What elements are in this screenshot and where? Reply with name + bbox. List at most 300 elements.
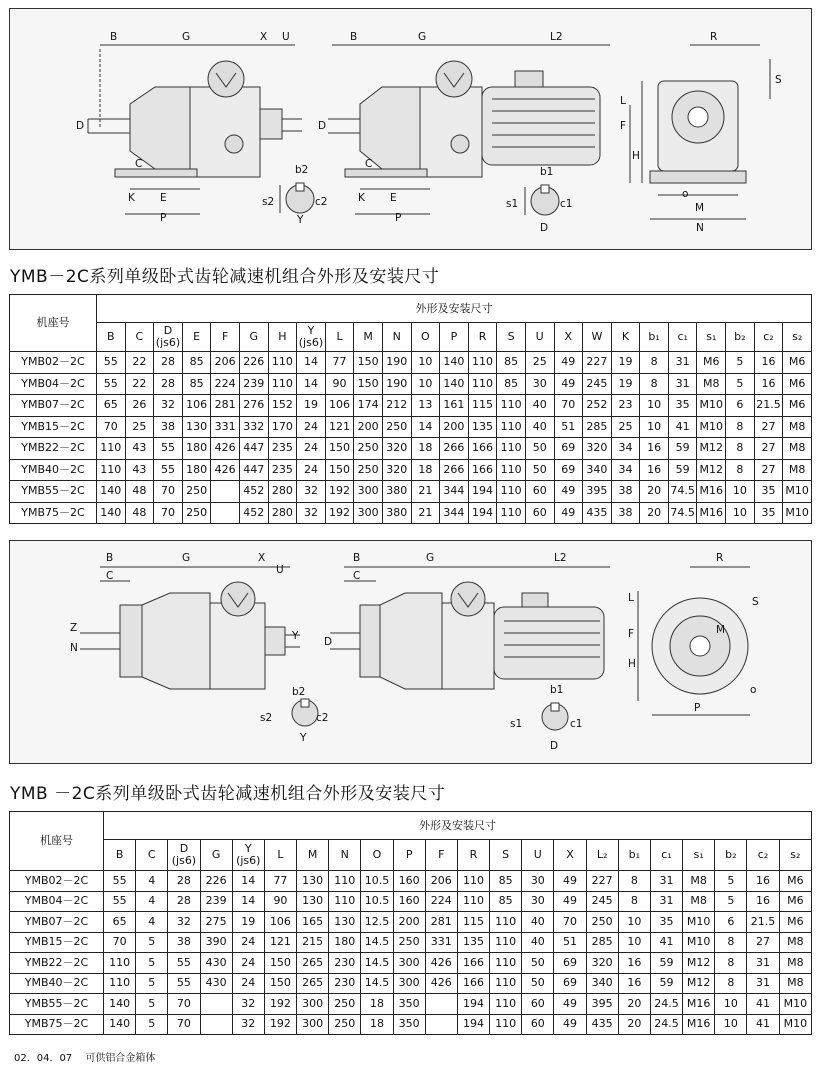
value-cell: 190 [382, 373, 411, 395]
column-header: B [97, 323, 126, 352]
column-header: M [297, 840, 329, 871]
value-cell: 35 [650, 912, 682, 933]
column-header: L [325, 323, 354, 352]
table-row [10, 373, 812, 395]
dim2-label-s2: s2 [260, 712, 273, 724]
value-cell [425, 1014, 457, 1035]
value-cell: 55 [154, 459, 183, 481]
value-cell: 212 [382, 395, 411, 417]
value-cell: 40 [525, 416, 554, 438]
table-row [10, 891, 812, 912]
flange-reducer-view-a [80, 567, 300, 689]
value-cell: 30 [522, 871, 554, 892]
column-header: N [382, 323, 411, 352]
dim-label-E2: E [390, 192, 397, 204]
value-cell: 150 [264, 973, 296, 994]
value-cell: 285 [586, 932, 618, 953]
column-header: G [239, 323, 268, 352]
dim2-label-S: S [752, 596, 759, 608]
value-cell: M10 [697, 395, 726, 417]
dim2-label-C: C [106, 570, 114, 582]
value-cell: 180 [182, 459, 211, 481]
value-cell: 5 [136, 953, 168, 974]
value-cell: M16 [697, 481, 726, 503]
value-cell: 26 [125, 395, 154, 417]
dim2-label-B: B [106, 552, 114, 564]
value-cell: 24 [297, 416, 326, 438]
column-header: B [104, 840, 136, 871]
value-cell: 51 [554, 416, 583, 438]
value-cell: 447 [239, 459, 268, 481]
value-cell: 5 [726, 373, 755, 395]
value-cell: 380 [382, 481, 411, 503]
value-cell: 55 [104, 871, 136, 892]
column-header: s₁ [697, 323, 726, 352]
value-cell: 194 [457, 994, 489, 1015]
value-cell: 28 [168, 871, 200, 892]
value-cell: M8 [779, 953, 811, 974]
column-header: b₂ [726, 323, 755, 352]
shaft-key-detail-3 [542, 703, 568, 730]
value-cell: 60 [525, 502, 554, 524]
column-header: b₂ [715, 840, 747, 871]
value-cell [200, 994, 232, 1015]
value-cell: 206 [211, 352, 240, 374]
flange-end-view [638, 567, 750, 715]
value-cell: 16 [640, 459, 669, 481]
dim-label-s1: s1 [506, 198, 519, 210]
value-cell: 8 [618, 891, 650, 912]
value-cell: 50 [522, 973, 554, 994]
value-cell: 110 [268, 373, 297, 395]
value-cell: 285 [583, 416, 612, 438]
value-cell: 300 [297, 994, 329, 1015]
reducer-side-view-b [328, 45, 610, 214]
column-header: D (js6) [154, 323, 183, 352]
dimension-table-1 [9, 294, 812, 524]
value-cell: 281 [425, 912, 457, 933]
dim2-label-N: N [70, 642, 78, 654]
value-cell: 10 [411, 373, 440, 395]
value-cell: 10 [715, 994, 747, 1015]
value-cell: 69 [554, 459, 583, 481]
value-cell: 194 [468, 481, 497, 503]
value-cell: 19 [232, 912, 264, 933]
value-cell: 300 [393, 973, 425, 994]
value-cell: 110 [497, 502, 526, 524]
reducer-end-view [630, 45, 770, 219]
dim2-label-P: P [694, 702, 701, 714]
dim-label-C: C [135, 158, 143, 170]
value-cell: 8 [715, 953, 747, 974]
value-cell: 4 [136, 891, 168, 912]
value-cell: 121 [325, 416, 354, 438]
value-cell: 50 [525, 438, 554, 460]
value-cell: 24 [297, 438, 326, 460]
value-cell: 14 [297, 373, 326, 395]
value-cell: 130 [297, 891, 329, 912]
dim-label-X: X [260, 31, 268, 43]
value-cell: 28 [154, 373, 183, 395]
value-cell: 32 [297, 502, 326, 524]
value-cell: 10 [618, 912, 650, 933]
value-cell: 300 [354, 502, 383, 524]
value-cell: 10.5 [361, 871, 393, 892]
column-header: D (js6) [168, 840, 200, 871]
value-cell: 18 [411, 438, 440, 460]
column-header: G [200, 840, 232, 871]
value-cell: 135 [457, 932, 489, 953]
dim-label-H: H [632, 150, 640, 162]
value-cell: 10 [411, 352, 440, 374]
value-cell: 106 [264, 912, 296, 933]
value-cell: 250 [329, 1014, 361, 1035]
dim-label-U: U [282, 31, 290, 43]
value-cell: M8 [783, 459, 812, 481]
value-cell: 27 [754, 416, 783, 438]
value-cell: 49 [554, 871, 586, 892]
value-cell: 30 [525, 373, 554, 395]
column-header: F [425, 840, 457, 871]
value-cell: 166 [457, 973, 489, 994]
column-header: R [457, 840, 489, 871]
dim-label-L2: L2 [550, 31, 563, 43]
column-header: E [182, 323, 211, 352]
value-cell: 14.5 [361, 973, 393, 994]
value-cell: 180 [329, 932, 361, 953]
value-cell: 38 [168, 932, 200, 953]
dim-label-G: G [182, 31, 191, 43]
value-cell: 344 [440, 481, 469, 503]
value-cell: 32 [168, 912, 200, 933]
value-cell: 390 [200, 932, 232, 953]
dim-label-s2: s2 [262, 196, 275, 208]
value-cell: M10 [779, 1014, 811, 1035]
value-cell: 74.5 [668, 502, 697, 524]
value-cell: 130 [297, 871, 329, 892]
value-cell: 41 [747, 1014, 779, 1035]
value-cell: M8 [783, 438, 812, 460]
model-cell: YMB22－2C [10, 438, 97, 460]
value-cell: 8 [726, 438, 755, 460]
value-cell: 135 [468, 416, 497, 438]
value-cell: 8 [640, 352, 669, 374]
header-model: 机座号 [10, 295, 97, 352]
column-header: s₂ [779, 840, 811, 871]
value-cell: 10 [640, 416, 669, 438]
model-cell: YMB55－2C [10, 994, 104, 1015]
column-header: L [264, 840, 296, 871]
value-cell: 6 [726, 395, 755, 417]
footer-note: 可供铝合金箱体 [85, 1053, 156, 1064]
section-title-2: YMB －2C系列单级卧式齿轮减速机组合外形及安装尺寸 [10, 784, 446, 804]
value-cell: 121 [264, 932, 296, 953]
value-cell: 60 [525, 481, 554, 503]
value-cell: 19 [297, 395, 326, 417]
value-cell: 21 [411, 481, 440, 503]
value-cell: 110 [104, 973, 136, 994]
value-cell: 60 [522, 1014, 554, 1035]
value-cell: 227 [586, 871, 618, 892]
table-row [10, 481, 812, 503]
value-cell: 21 [411, 502, 440, 524]
value-cell: 20 [640, 502, 669, 524]
value-cell: 250 [382, 416, 411, 438]
value-cell: 40 [522, 932, 554, 953]
value-cell: 110 [97, 459, 126, 481]
value-cell: 4 [136, 871, 168, 892]
value-cell: 24 [232, 953, 264, 974]
value-cell: 12.5 [361, 912, 393, 933]
value-cell: 16 [747, 871, 779, 892]
column-header: S [497, 323, 526, 352]
value-cell: 276 [239, 395, 268, 417]
value-cell: 166 [468, 438, 497, 460]
value-cell [200, 1014, 232, 1035]
value-cell: 380 [382, 502, 411, 524]
value-cell: 200 [440, 416, 469, 438]
value-cell: 59 [650, 973, 682, 994]
value-cell: 166 [468, 459, 497, 481]
value-cell: 31 [668, 352, 697, 374]
value-cell: 340 [586, 973, 618, 994]
value-cell: 192 [325, 481, 354, 503]
value-cell: 10 [640, 395, 669, 417]
column-header: F [211, 323, 240, 352]
dim-label-B: B [110, 31, 118, 43]
dim2-label-F: F [628, 628, 635, 640]
value-cell: 110 [329, 891, 361, 912]
dim2-label-b1: b1 [550, 684, 564, 696]
model-cell: YMB04－2C [10, 891, 104, 912]
dimension-table-2 [9, 811, 812, 1035]
table-row [10, 871, 812, 892]
value-cell: M8 [779, 932, 811, 953]
technical-drawing-2 [10, 541, 811, 763]
value-cell: 150 [354, 373, 383, 395]
value-cell: 70 [554, 912, 586, 933]
value-cell: 48 [125, 481, 154, 503]
value-cell: 106 [325, 395, 354, 417]
value-cell: 180 [182, 438, 211, 460]
value-cell: 275 [200, 912, 232, 933]
shaft-key-detail-2 [280, 183, 314, 213]
value-cell: 5 [136, 973, 168, 994]
dim-label-b2: b2 [295, 164, 309, 176]
technical-drawing-1 [10, 9, 811, 249]
value-cell: 250 [586, 912, 618, 933]
dim-label-R: R [710, 31, 718, 43]
value-cell: 230 [329, 953, 361, 974]
model-cell: YMB55－2C [10, 481, 97, 503]
dim2-label-c1: c1 [570, 718, 583, 730]
table-row [10, 953, 812, 974]
value-cell: 250 [329, 994, 361, 1015]
dim-label-K2: K [358, 192, 365, 204]
value-cell: 70 [168, 994, 200, 1015]
value-cell: 13 [411, 395, 440, 417]
value-cell: 70 [154, 502, 183, 524]
value-cell: M12 [683, 973, 715, 994]
value-cell: 230 [329, 973, 361, 994]
value-cell: 224 [211, 373, 240, 395]
table-row [10, 395, 812, 417]
dim2-label-U: U [276, 564, 284, 576]
value-cell: 49 [554, 373, 583, 395]
value-cell: 77 [325, 352, 354, 374]
column-header: c₂ [747, 840, 779, 871]
value-cell [211, 502, 240, 524]
value-cell: M16 [683, 1014, 715, 1035]
header-dimension-group: 外形及安装尺寸 [97, 295, 812, 323]
column-header: K [611, 323, 640, 352]
column-header: c₁ [668, 323, 697, 352]
value-cell: 18 [411, 459, 440, 481]
value-cell: 55 [97, 373, 126, 395]
value-cell: 110 [497, 438, 526, 460]
value-cell: 150 [264, 953, 296, 974]
value-cell: 18 [361, 994, 393, 1015]
value-cell: 32 [154, 395, 183, 417]
reducer-side-view-a [88, 45, 302, 214]
value-cell: M6 [779, 871, 811, 892]
value-cell: 130 [182, 416, 211, 438]
dim-label-P: P [160, 212, 167, 224]
footer [14, 1049, 165, 1064]
model-cell: YMB07－2C [10, 395, 97, 417]
value-cell: 5 [726, 352, 755, 374]
value-cell: M10 [697, 416, 726, 438]
value-cell: 40 [525, 395, 554, 417]
value-cell: 250 [393, 932, 425, 953]
value-cell: M6 [783, 395, 812, 417]
value-cell: 192 [264, 994, 296, 1015]
column-header: C [125, 323, 154, 352]
value-cell: 190 [382, 352, 411, 374]
value-cell: M10 [783, 502, 812, 524]
value-cell: 447 [239, 438, 268, 460]
model-cell: YMB02－2C [10, 871, 104, 892]
value-cell: 350 [393, 994, 425, 1015]
value-cell: 41 [668, 416, 697, 438]
value-cell: 106 [182, 395, 211, 417]
value-cell: 140 [440, 373, 469, 395]
value-cell: M12 [683, 953, 715, 974]
dim-label-c2: c2 [315, 196, 328, 208]
value-cell: 24.5 [650, 994, 682, 1015]
table-row [10, 502, 812, 524]
column-header: C [136, 840, 168, 871]
dim-label-M: M [695, 202, 705, 214]
value-cell: 265 [297, 973, 329, 994]
value-cell: 20 [618, 994, 650, 1015]
value-cell: 28 [154, 352, 183, 374]
value-cell: 350 [393, 1014, 425, 1035]
value-cell: 5 [136, 994, 168, 1015]
value-cell: 85 [490, 871, 522, 892]
dim2-label-M: M [716, 624, 726, 636]
value-cell: 20 [640, 481, 669, 503]
value-cell: 59 [650, 953, 682, 974]
column-header: N [329, 840, 361, 871]
value-cell: 265 [297, 953, 329, 974]
value-cell: 140 [440, 352, 469, 374]
value-cell: 194 [457, 1014, 489, 1035]
dim-label-D: D [76, 120, 85, 132]
value-cell: 69 [554, 438, 583, 460]
value-cell: 70 [104, 932, 136, 953]
model-cell: YMB75－2C [10, 1014, 104, 1035]
dim-label-o: o [682, 188, 689, 200]
model-cell: YMB22－2C [10, 953, 104, 974]
value-cell: 160 [393, 871, 425, 892]
dim2-label-X: X [258, 552, 266, 564]
value-cell: 48 [125, 502, 154, 524]
value-cell: 40 [522, 912, 554, 933]
value-cell: 140 [104, 994, 136, 1015]
value-cell: 200 [393, 912, 425, 933]
value-cell: 25 [611, 416, 640, 438]
column-header: M [354, 323, 383, 352]
value-cell: 426 [211, 438, 240, 460]
value-cell: 10 [726, 502, 755, 524]
flange-reducer-view-b [330, 567, 610, 689]
column-header: P [440, 323, 469, 352]
dim-label-G2: G [418, 31, 427, 43]
value-cell: 110 [104, 953, 136, 974]
value-cell: 43 [125, 438, 154, 460]
dim-label-D2: D [318, 120, 327, 132]
value-cell: 49 [554, 352, 583, 374]
column-header: W [583, 323, 612, 352]
value-cell: 344 [440, 502, 469, 524]
value-cell: 27 [754, 459, 783, 481]
value-cell: 140 [97, 502, 126, 524]
table-row [10, 438, 812, 460]
value-cell: 14 [411, 416, 440, 438]
value-cell: 35 [754, 502, 783, 524]
value-cell: 8 [715, 932, 747, 953]
value-cell: 430 [200, 953, 232, 974]
value-cell: 110 [490, 953, 522, 974]
value-cell: 85 [182, 373, 211, 395]
dim2-label-C2: C [353, 570, 361, 582]
value-cell: 320 [583, 438, 612, 460]
value-cell: 340 [583, 459, 612, 481]
value-cell: 31 [650, 891, 682, 912]
value-cell: 22 [125, 373, 154, 395]
dim-label-Y: Y [297, 214, 304, 226]
value-cell: 226 [200, 871, 232, 892]
dim-label-B2: B [350, 31, 358, 43]
shaft-key-detail-1 [525, 185, 559, 215]
value-cell: 280 [268, 481, 297, 503]
value-cell: 5 [715, 871, 747, 892]
value-cell: 300 [297, 1014, 329, 1035]
dim2-label-G: G [182, 552, 191, 564]
shaft-key-detail-4 [292, 699, 318, 726]
value-cell: 69 [554, 973, 586, 994]
value-cell: 426 [425, 953, 457, 974]
value-cell: 65 [97, 395, 126, 417]
value-cell: 16 [640, 438, 669, 460]
table-row [10, 994, 812, 1015]
value-cell: 252 [583, 395, 612, 417]
value-cell: 266 [440, 459, 469, 481]
column-header: c₂ [754, 323, 783, 352]
value-cell: 5 [136, 1014, 168, 1035]
value-cell: 50 [525, 459, 554, 481]
